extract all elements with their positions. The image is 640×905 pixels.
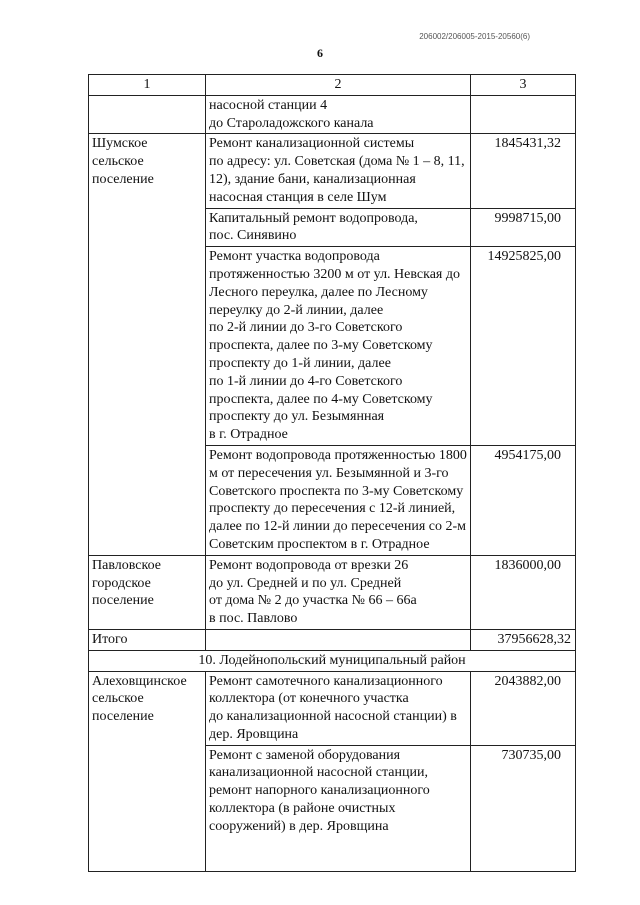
settlement-cell: Павловское городское поселение xyxy=(89,555,206,629)
work-description: Ремонт самотечного канализационного коллектора (от конечного участка до канализационной насосной станции) в дер. Яровщина xyxy=(206,671,471,745)
total-row xyxy=(89,629,576,650)
document-id: 206002/206005-2015-20560(6) xyxy=(419,32,530,41)
table-row xyxy=(89,95,576,134)
table-header-row xyxy=(89,75,576,96)
settlement-cell xyxy=(89,95,206,134)
amount-cell: 2043882,00 xyxy=(471,671,576,745)
amount-cell: 1836000,00 xyxy=(471,555,576,629)
page-number: 6 xyxy=(317,46,323,60)
table-row xyxy=(89,134,576,208)
header-col-2: 2 xyxy=(206,75,471,96)
section-row xyxy=(89,650,576,671)
table-row xyxy=(89,671,576,745)
work-description: насосной станции 4 до Староладожского канала xyxy=(206,95,471,134)
total-label: Итого xyxy=(89,629,206,650)
header-col-3: 3 xyxy=(471,75,576,96)
amount-cell: 14925825,00 xyxy=(471,247,576,446)
work-description: Ремонт с заменой оборудования канализационной насосной станции, ремонт напорного канализационного коллектора (в районе очистных сооружений) в дер. Яровщина xyxy=(206,745,471,871)
section-title: 10. Лодейнопольский муниципальный район xyxy=(89,650,576,671)
work-description: Ремонт водопровода от врезки 26 до ул. Средней и по ул. Средней от дома № 2 до участка № 66 – 66а в пос. Павлово xyxy=(206,555,471,629)
header-col-1: 1 xyxy=(89,75,206,96)
work-description: Ремонт канализационной системы по адресу: ул. Советская (дома № 1 – 8, 11, 12), здание бани, канализационная насосная станция в селе Шум xyxy=(206,134,471,208)
settlement-cell: Алеховщинское сельское поселение xyxy=(89,671,206,871)
budget-table xyxy=(88,74,576,872)
work-description: Ремонт участка водопровода протяженностью 3200 м от ул. Невская до Лесного переулка, далее по Лесному переулку до 2-й линии, далее по 2-й линии до 3-го Советского проспекта, далее по 3-му Советскому проспекту до 1-й линии, далее по 1-й линии до 4-го Советского проспекта, далее по 4-му Советскому проспекту до ул. Безымянная в г. Отрадное xyxy=(206,247,471,446)
amount-cell: 1845431,32 xyxy=(471,134,576,208)
amount-cell: 730735,00 xyxy=(471,745,576,871)
total-amount: 37956628,32 xyxy=(471,629,576,650)
total-empty-cell xyxy=(206,629,471,650)
amount-cell: 9998715,00 xyxy=(471,208,576,247)
table-row xyxy=(89,555,576,629)
work-description: Капитальный ремонт водопровода, пос. Синявино xyxy=(206,208,471,247)
work-description: Ремонт водопровода протяженностью 1800 м от пересечения ул. Безымянной и 3-го Советского проспекта по 3-му Советскому проспекту до пересечения с 12-й линией, далее по 12-й линии до пересечения со 2-м Советским проспектом в г. Отрадное xyxy=(206,445,471,555)
settlement-cell: Шумское сельское поселение xyxy=(89,134,206,555)
amount-cell: 4954175,00 xyxy=(471,445,576,555)
amount-cell xyxy=(471,95,576,134)
